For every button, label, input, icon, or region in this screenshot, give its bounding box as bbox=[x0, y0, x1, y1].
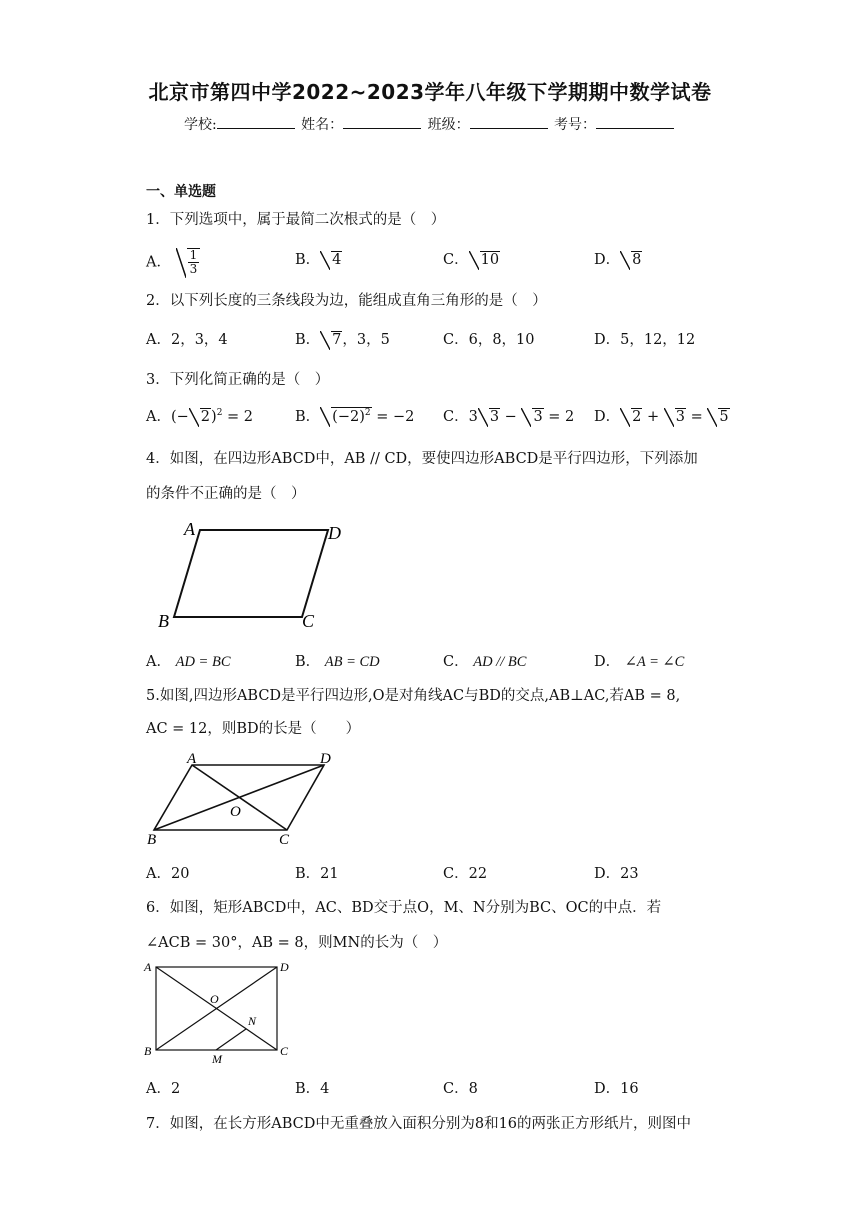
q3-option-c: C．3 3 − 3 = 2 bbox=[443, 409, 575, 425]
q1-option-c: C． 10 bbox=[443, 252, 500, 268]
q6-label-d: D bbox=[280, 960, 289, 974]
q5-option-a: A．20 bbox=[146, 866, 190, 882]
question-5-stem-line2: AC = 12，则BD的长是（ ） bbox=[146, 721, 361, 737]
q6-label-a: A bbox=[144, 960, 152, 974]
name-label: 姓名： bbox=[301, 117, 344, 133]
q2-option-a: A．2，3，4 bbox=[146, 332, 228, 348]
page-title: 北京市第四中学2022~2023学年八年级下学期期中数学试卷 bbox=[148, 80, 712, 104]
student-info-line bbox=[0, 114, 860, 134]
q6-option-c: C．8 bbox=[443, 1081, 478, 1097]
q4-option-d: D． ∠A = ∠C bbox=[594, 654, 685, 670]
q3-option-a: A．(− 2)$^2$ = 2 bbox=[146, 408, 254, 425]
q4-parallelogram-figure bbox=[150, 515, 360, 633]
q6-label-n: N bbox=[248, 1014, 257, 1028]
q4-option-c: C． AD // BC bbox=[443, 654, 527, 670]
question-6-stem-line2: ∠ACB = 30°，AB = 8，则MN的长为（ ） bbox=[146, 935, 448, 951]
id-field[interactable] bbox=[596, 114, 674, 129]
q3-option-d: D． 2 + 3 = 5 bbox=[594, 409, 729, 425]
q5-label-c: C bbox=[279, 832, 290, 848]
q6-rectangle-figure bbox=[140, 955, 300, 1067]
q6-label-o: O bbox=[210, 992, 219, 1006]
q5-label-b: B bbox=[147, 832, 157, 848]
question-6-stem-line1: 6．如图，矩形ABCD中，AC、BD交于点O，M、N分别为BC、OC的中点．若 bbox=[146, 900, 662, 916]
q1-option-a: A． $\frac{1}{3}$ bbox=[146, 248, 200, 276]
question-5-stem-line1: 5.如图,四边形ABCD是平行四边形,O是对角线AC与BD的交点,AB⊥AC,若AB = 8, bbox=[146, 688, 681, 704]
q5-label-d: D bbox=[320, 751, 331, 767]
q2-option-d: D．5，12，12 bbox=[594, 332, 696, 348]
q4-option-b: B． AB = CD bbox=[295, 654, 380, 670]
question-1-stem: 1．下列选项中，属于最简二次根式的是（ ） bbox=[146, 212, 446, 228]
q4-label-c: C bbox=[302, 611, 315, 631]
section-title: 一、单选题 bbox=[146, 184, 216, 200]
q2-option-b: B． 7，3，5 bbox=[295, 332, 390, 348]
question-4-stem-line2: 的条件不正确的是（ ） bbox=[146, 486, 306, 502]
q5-option-b: B．21 bbox=[295, 866, 339, 882]
q5-label-a: A bbox=[187, 751, 197, 767]
q6-label-m: M bbox=[212, 1052, 222, 1066]
q2-option-c: C．6，8，10 bbox=[443, 332, 535, 348]
q6-option-b: B．4 bbox=[295, 1081, 330, 1097]
class-label: 班级： bbox=[427, 117, 470, 133]
q5-parallelogram-figure bbox=[142, 750, 342, 848]
q6-option-a: A．2 bbox=[146, 1081, 181, 1097]
question-2-stem: 2．以下列长度的三条线段为边，能组成直角三角形的是（ ） bbox=[146, 293, 547, 309]
q4-option-a: A． AD = BC bbox=[146, 654, 231, 670]
id-label: 考号： bbox=[554, 117, 597, 133]
question-4-stem-line1: 4．如图，在四边形ABCD中，AB // CD，要使四边形ABCD是平行四边形，下列添加 bbox=[146, 451, 698, 467]
q1-option-d: D． 8 bbox=[594, 252, 642, 268]
question-3-stem: 3．下列化简正确的是（ ） bbox=[146, 372, 330, 388]
q6-label-b: B bbox=[144, 1044, 152, 1058]
q5-label-o: O bbox=[230, 804, 241, 820]
q4-label-b: B bbox=[158, 611, 169, 631]
q5-option-d: D．23 bbox=[594, 866, 639, 882]
q1-option-b: B． 4 bbox=[295, 252, 342, 268]
school-label: 学校: bbox=[183, 117, 217, 133]
name-field[interactable] bbox=[343, 114, 421, 129]
class-field[interactable] bbox=[470, 114, 548, 129]
school-field[interactable] bbox=[217, 114, 295, 129]
q3-option-b: B． $(-2)^2 = -2$ bbox=[295, 408, 415, 425]
q4-label-d: D bbox=[328, 523, 341, 543]
q5-option-c: C．22 bbox=[443, 866, 488, 882]
q4-label-a: A bbox=[184, 519, 195, 539]
question-7-stem: 7．如图，在长方形ABCD中无重叠放入面积分别为8和16的两张正方形纸片，则图中 bbox=[146, 1116, 692, 1132]
q6-option-d: D．16 bbox=[594, 1081, 639, 1097]
q6-label-c: C bbox=[280, 1044, 289, 1058]
